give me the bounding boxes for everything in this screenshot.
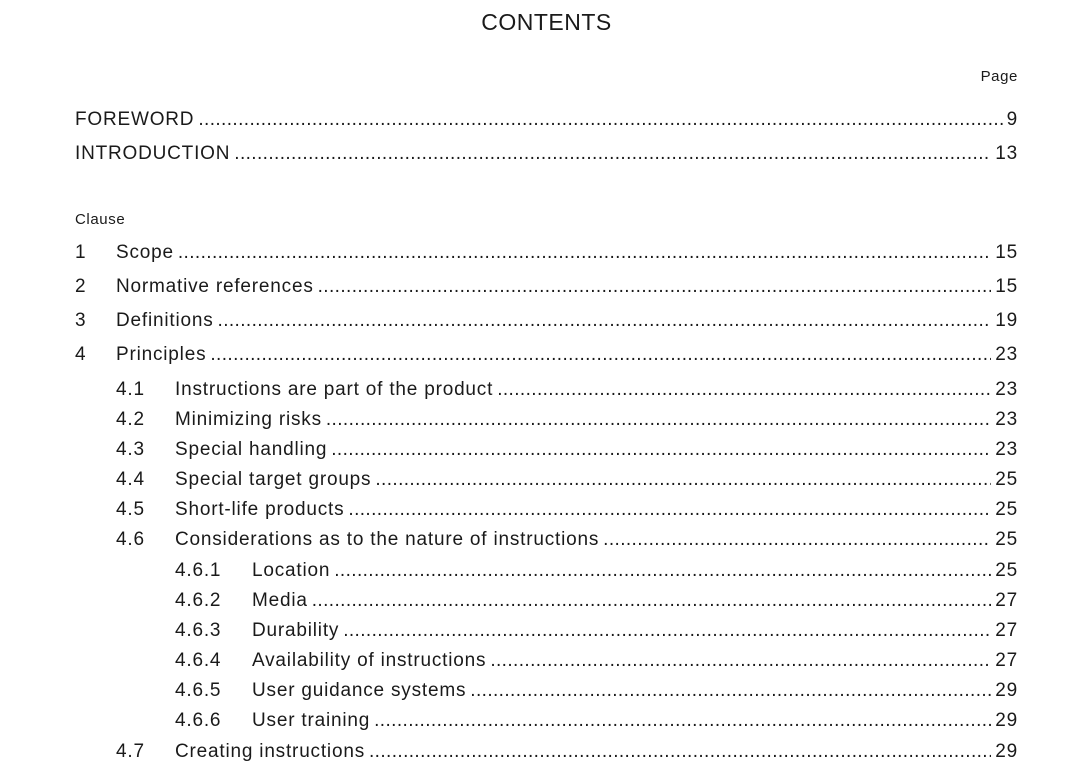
toc-entry-subclause[interactable] (116, 408, 1018, 432)
toc-entry-subsubclause[interactable] (175, 559, 1018, 583)
toc-entry-page: 13 (995, 143, 1018, 164)
leader-dots (603, 528, 991, 552)
toc-entry-page: 27 (995, 650, 1018, 671)
toc-entry-text: Media (252, 590, 308, 611)
toc-entry-clause[interactable] (75, 309, 1018, 333)
leader-dots (198, 108, 1002, 132)
toc-entry-text: Special handling (175, 439, 328, 460)
subsubclause-number: 4.6.6 (175, 710, 222, 731)
toc-entry-page: 29 (995, 710, 1018, 731)
toc-entry-text: Short-life products (175, 499, 345, 520)
document-title: CONTENTS (481, 9, 612, 35)
toc-entry-page: 15 (995, 276, 1018, 297)
subclause-number: 4.7 (116, 741, 145, 762)
leader-dots (497, 378, 991, 402)
toc-entry-subclause[interactable] (116, 740, 1018, 764)
toc-entry-page: 29 (995, 741, 1018, 762)
leader-dots (490, 649, 991, 673)
toc-entry-text: User guidance systems (252, 680, 467, 701)
toc-entry-text: Considerations as to the nature of instructions (175, 529, 600, 550)
page-column-label: Page (980, 68, 1018, 85)
clause-number: 4 (75, 344, 87, 365)
toc-entry-page: 9 (1006, 109, 1018, 130)
toc-entry-page: 15 (995, 242, 1018, 263)
toc-entry-page: 27 (995, 590, 1018, 611)
toc-entry-page: 23 (995, 409, 1018, 430)
clause-number: 2 (75, 276, 87, 297)
toc-entry-text: Minimizing risks (175, 409, 322, 430)
toc-entry-page: 27 (995, 620, 1018, 641)
toc-entry-page: 25 (995, 469, 1018, 490)
toc-entry-page: 23 (995, 439, 1018, 460)
toc-entry-text: Scope (116, 242, 174, 263)
toc-entry-clause[interactable] (75, 275, 1018, 299)
leader-dots (334, 559, 991, 583)
toc-entry-subclause[interactable] (116, 498, 1018, 522)
leader-dots (234, 142, 991, 166)
leader-dots (210, 343, 991, 367)
toc-entry-page: 25 (995, 560, 1018, 581)
toc-entry-clause[interactable] (75, 343, 1018, 367)
toc-entry-text: Special target groups (175, 469, 372, 490)
toc-entry-text: Definitions (116, 310, 214, 331)
toc-entry-text: INTRODUCTION (75, 143, 231, 164)
toc-entry-subclause[interactable] (116, 378, 1018, 402)
subclause-number: 4.3 (116, 439, 145, 460)
subclause-number: 4.2 (116, 409, 145, 430)
toc-entry-subsubclause[interactable] (175, 589, 1018, 613)
subclause-number: 4.6 (116, 529, 145, 550)
toc-entry-clause[interactable] (75, 241, 1018, 265)
toc-entry-text: Location (252, 560, 331, 581)
leader-dots (348, 498, 991, 522)
toc-entry-subsubclause[interactable] (175, 679, 1018, 703)
subclause-number: 4.4 (116, 469, 145, 490)
toc-entry-text: FOREWORD (75, 109, 195, 130)
toc-entry-text: Availability of instructions (252, 650, 487, 671)
subclause-number: 4.1 (116, 379, 145, 400)
leader-dots (375, 468, 991, 492)
toc-entry-page: 19 (995, 310, 1018, 331)
leader-dots (331, 438, 991, 462)
toc-entry-text: Normative references (116, 276, 314, 297)
toc-entry-page: 25 (995, 499, 1018, 520)
leader-dots (318, 275, 992, 299)
toc-entry-text: Durability (252, 620, 340, 641)
clause-number: 1 (75, 242, 87, 263)
leader-dots (218, 309, 992, 333)
toc-entry-foreword[interactable] (75, 108, 1018, 132)
toc-entry-page: 23 (995, 379, 1018, 400)
toc-entry-page: 23 (995, 344, 1018, 365)
subsubclause-number: 4.6.4 (175, 650, 222, 671)
subsubclause-number: 4.6.5 (175, 680, 222, 701)
toc-entry-text: Instructions are part of the product (175, 379, 494, 400)
toc-entry-text: Creating instructions (175, 741, 365, 762)
leader-dots (312, 589, 992, 613)
leader-dots (374, 709, 991, 733)
toc-entry-subsubclause[interactable] (175, 619, 1018, 643)
toc-entry-subsubclause[interactable] (175, 709, 1018, 733)
subsubclause-number: 4.6.2 (175, 590, 222, 611)
toc-entry-text: User training (252, 710, 371, 731)
toc-entry-subclause[interactable] (116, 528, 1018, 552)
leader-dots (369, 740, 991, 764)
subclause-number: 4.5 (116, 499, 145, 520)
leader-dots (343, 619, 991, 643)
leader-dots (470, 679, 991, 703)
toc-entry-text: Principles (116, 344, 207, 365)
clause-number: 3 (75, 310, 87, 331)
toc-entry-subclause[interactable] (116, 438, 1018, 462)
toc-entry-page: 29 (995, 680, 1018, 701)
toc-entry-subclause[interactable] (116, 468, 1018, 492)
toc-entry-subsubclause[interactable] (175, 649, 1018, 673)
toc-entry-page: 25 (995, 529, 1018, 550)
toc-entry-introduction[interactable] (75, 142, 1018, 166)
subsubclause-number: 4.6.3 (175, 620, 222, 641)
subsubclause-number: 4.6.1 (175, 560, 222, 581)
clause-column-label: Clause (75, 211, 126, 228)
leader-dots (178, 241, 991, 265)
leader-dots (326, 408, 991, 432)
